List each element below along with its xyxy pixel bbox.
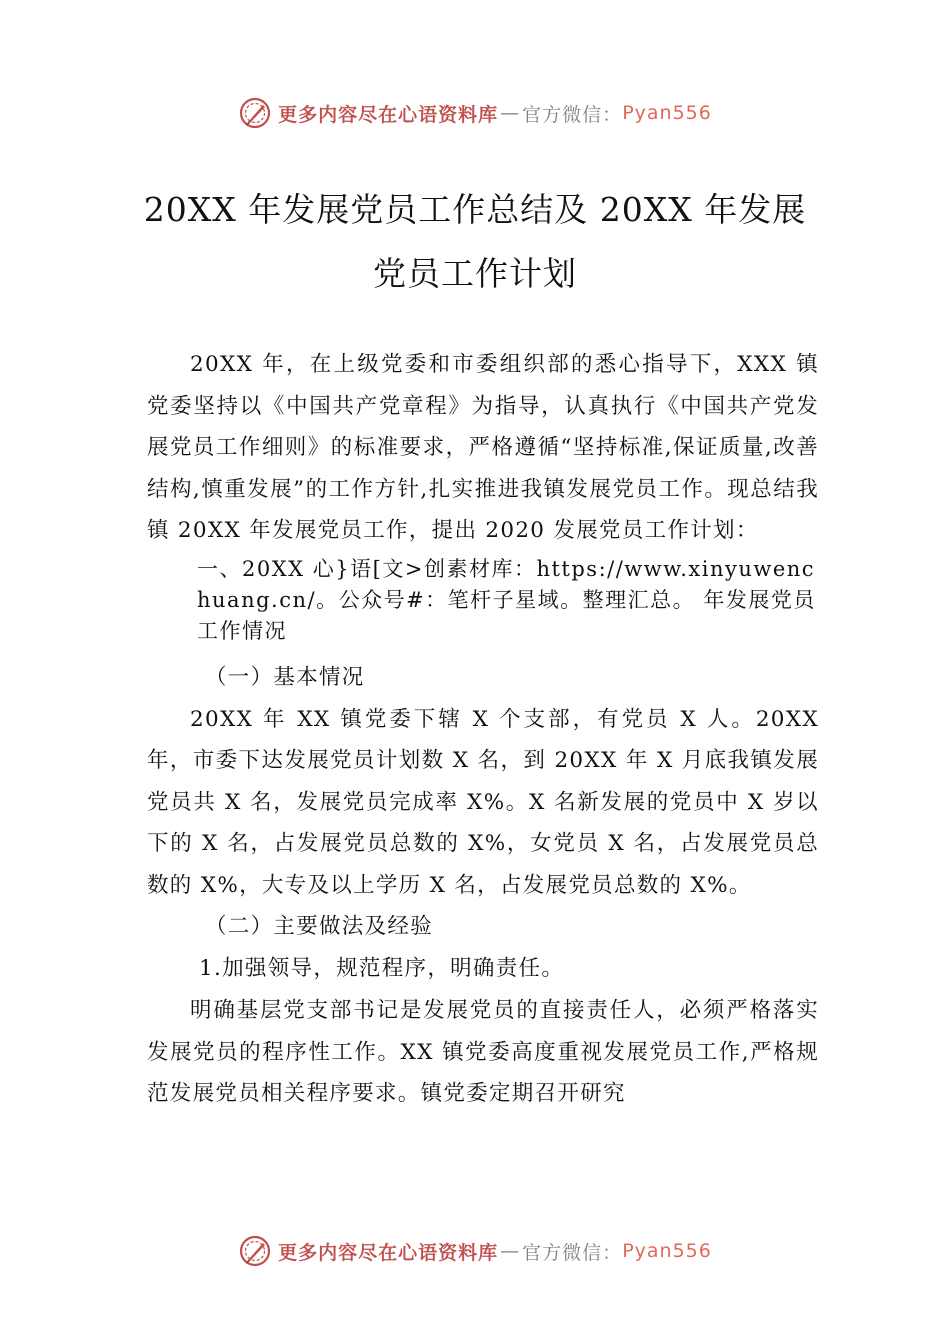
document-body [147, 344, 819, 1115]
banner-separator: — [500, 1240, 521, 1262]
banner-wechat-id: Pyan556 [622, 1240, 712, 1262]
banner-official-label: 官方微信： [522, 1241, 623, 1264]
banner-separator: — [500, 102, 521, 124]
practice-paragraph: 明确基层党支部书记是发展党员的直接责任人，必须严格落实发展党员的程序性工作。XX 镇党委高度重视发展党员工作,严格规范发展党员相关程序要求。镇党委定期召开研究 [147, 998, 819, 1106]
footer-banner [0, 1234, 950, 1268]
title-line-2: 党员工作计划 [373, 254, 577, 293]
header-banner [0, 96, 950, 130]
basic-info-paragraph: 20XX 年 XX 镇党委下辖 X 个支部，有党员 X 人。20XX 年，市委下达发展党员计划数 X 名，到 20XX 年 X 月底我镇发展党员共 X 名，发展党员完成率 X%。X 名新发展的党员中 X 岁以下的 X 名，占发展党员总数的 X%，女党员 X 名，占发展党员总数的 X%，大专及以上学历 X 名，占发展党员总数的 X%。 [147, 706, 819, 898]
banner-main-text: 更多内容尽在心语资料库 [278, 103, 499, 126]
banner-wechat-id: Pyan556 [622, 102, 712, 124]
section-heading-1: 一、20XX 心}语[文>创素材库：https://www.xinyuwenchuang.cn/。公众号#：笔杆子星域。整理汇总。 年发展党员工作情况 [197, 556, 816, 643]
practice-item-1: 1.加强领导，规范程序，明确责任。 [199, 956, 565, 981]
intro-paragraph: 20XX 年，在上级党委和市委组织部的悉心指导下，XXX 镇党委坚持以《中国共产党章程》为指导，认真执行《中国共产党发展党员工作细则》的标准要求，严格遵循“坚持标准,保证质量,改善结构,慎重发展”的工作方针,扎实推进我镇发展党员工作。现总结我镇 20XX 年发展党员工作，提出 2020 发展党员工作计划： [147, 352, 819, 543]
title-line-1: 20XX 年发展党员工作总结及 20XX 年发展 [143, 190, 807, 229]
quill-logo-icon [238, 1234, 272, 1268]
subheading-practices: （二）主要做法及经验 [205, 914, 434, 939]
subheading-basic-info: （一）基本情况 [205, 664, 365, 690]
banner-main-text: 更多内容尽在心语资料库 [278, 1241, 499, 1264]
document-title [0, 178, 950, 306]
quill-logo-icon [238, 96, 272, 130]
banner-official-label: 官方微信： [522, 103, 623, 126]
